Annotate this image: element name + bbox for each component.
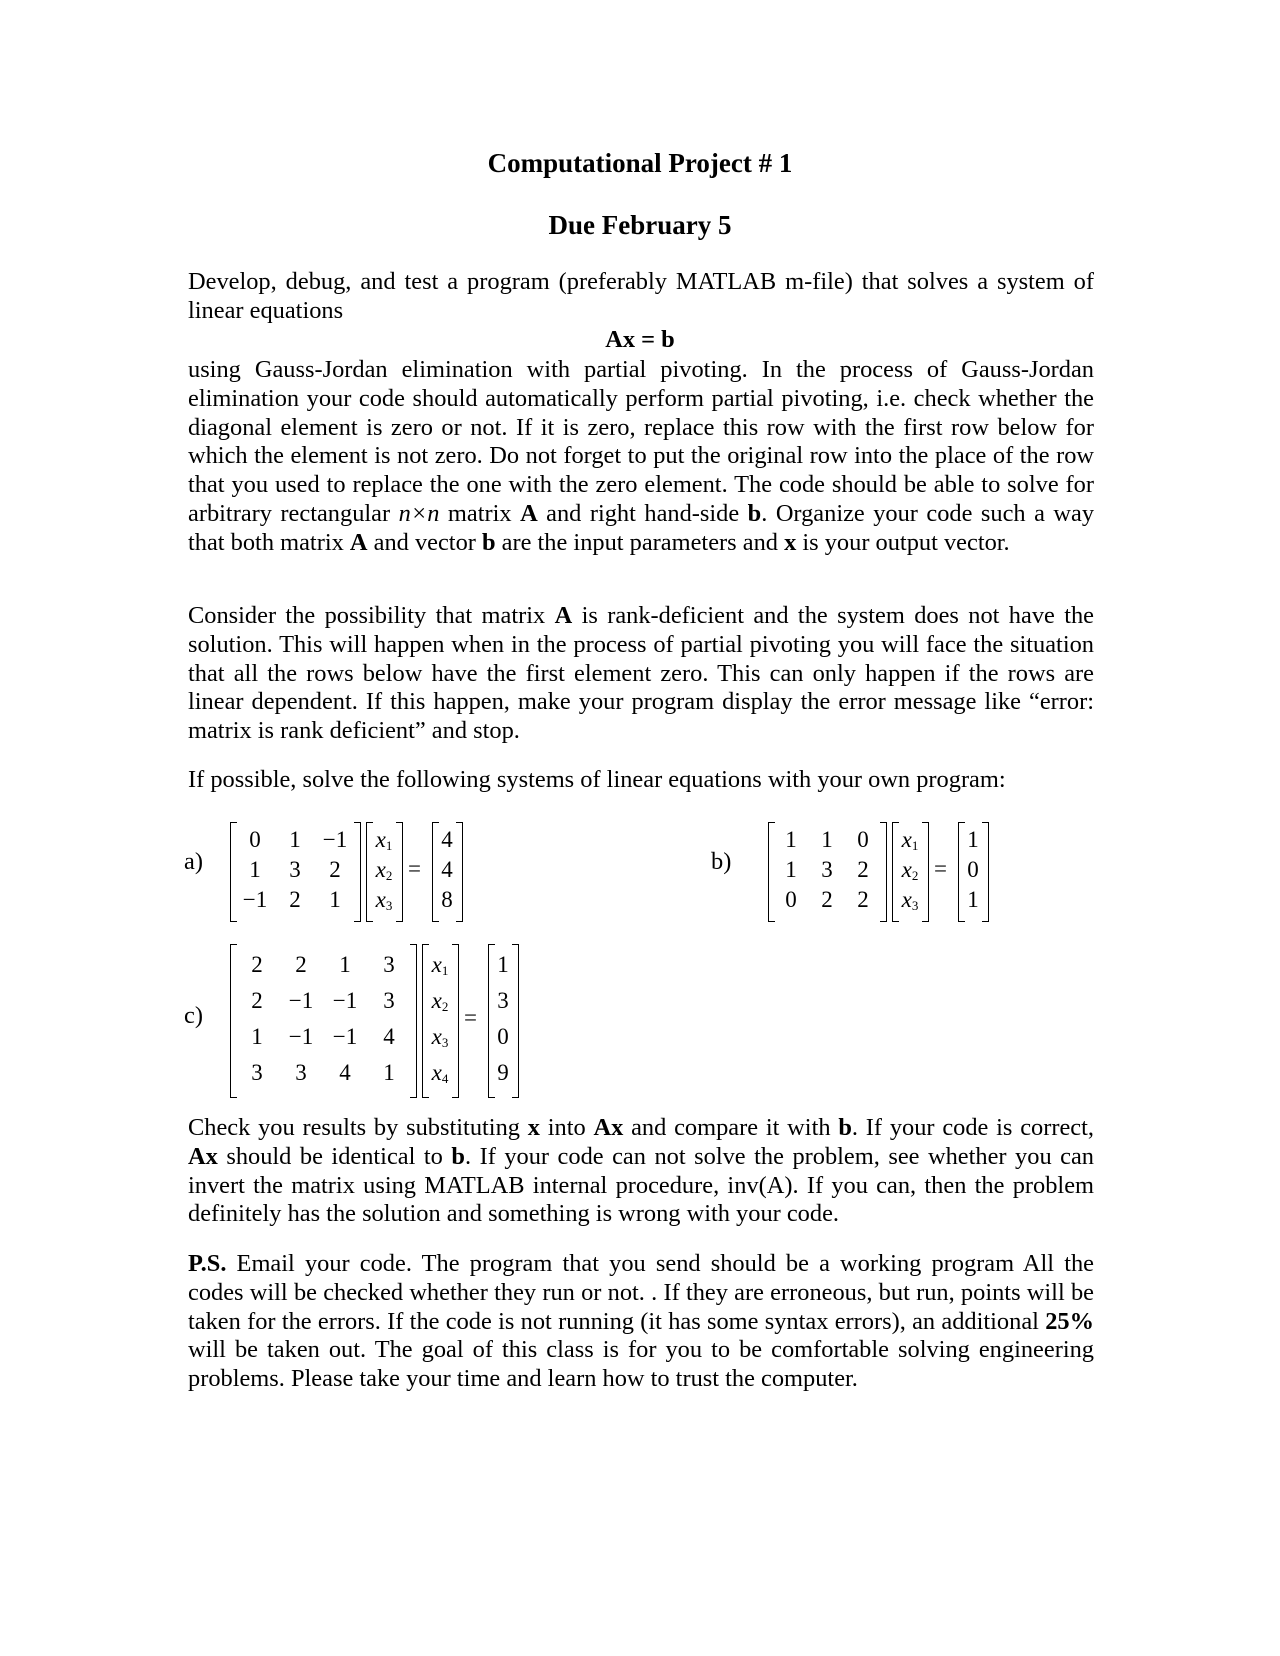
due-date: Due February 5: [548, 210, 732, 240]
intro-paragraph: [188, 268, 1094, 326]
matrix-b-cell: 2: [821, 887, 833, 912]
equals-sign-c: =: [464, 1005, 477, 1030]
matrix-a-cell: 3: [289, 857, 301, 882]
variable-subscript: 3: [911, 898, 919, 913]
matrix-a-cell: −1: [322, 827, 348, 852]
matrix-a-cell: 1: [329, 887, 341, 912]
rhs-value-a: 4: [441, 827, 453, 852]
matrix-c-cell: 3: [383, 988, 395, 1013]
system-a-label: a): [184, 848, 203, 875]
systems-intro: If possible, solve the following systems of linear equations with your own program:: [188, 766, 1006, 793]
matrix-c-cell: 1: [251, 1024, 263, 1049]
intro-text: Develop, debug, and test a program (preferably MATLAB m-file) that solves a system of linear equations: [188, 268, 1094, 324]
rhs-value-b: 1: [967, 887, 979, 912]
matrix-c-cell: 4: [383, 1024, 395, 1049]
main-equation: Ax = b: [605, 326, 675, 353]
matrix-b-cell: 2: [857, 857, 869, 882]
variable-subscript: 4: [441, 1071, 449, 1086]
rank-deficient-paragraph: Consider the possibility that matrix A is rank-deficient and the system does not have the solution. This will happen when in the process of partial pivoting you will face the situation that all the rows below have the first element zero. This can only happen if the rows are linear dependent. If this happen, make your program display the error message like “error: matrix is rank deficient” and stop.: [188, 602, 1094, 745]
variable-x-c: $x_3$: [431, 1024, 449, 1050]
matrix-b-cell: 1: [821, 827, 833, 852]
matrix-c-cell: 1: [339, 952, 351, 977]
matrix-c-left-bracket: [230, 944, 237, 1098]
equals-sign-b: =: [934, 856, 947, 881]
matrix-a-cell: 2: [289, 887, 301, 912]
variable-x-b: $x_2$: [901, 857, 919, 883]
document-title: Computational Project # 1: [487, 148, 793, 178]
system-c-label: c): [184, 1002, 203, 1029]
matrix-c-cell: 4: [339, 1060, 351, 1085]
matrix-c-cell: 3: [295, 1060, 307, 1085]
variable-subscript: 2: [911, 868, 919, 883]
rhs-value-b: 1: [967, 827, 979, 852]
rhs-value-c: 9: [497, 1060, 509, 1085]
matrix-c-cell: 2: [295, 952, 307, 977]
matrix-b-cell: 0: [785, 887, 797, 912]
system-b-label: b): [711, 848, 732, 875]
rhs-value-b: 0: [967, 857, 979, 882]
matrix-b-cell: 3: [821, 857, 833, 882]
ps-paragraph: P.S. Email your code. The program that you send should be a working program All the codes will be checked whether they run or not. . If they are erroneous, but run, points will be taken for the errors. If the code is not running (it has some syntax errors), an additional 25% will be taken out. The goal of this class is for you to be comfortable solving engineering problems. Please take your time and learn how to trust the computer.: [188, 1250, 1094, 1393]
matrix-c-cell: 3: [383, 952, 395, 977]
matrix-a-cell: 0: [249, 827, 261, 852]
variable-subscript: 3: [385, 898, 393, 913]
variable-x-b: $x_3$: [901, 887, 919, 913]
matrix-a-cell: 1: [249, 857, 261, 882]
matrix-a-right-bracket: [354, 822, 361, 922]
matrix-b-cell: 1: [785, 857, 797, 882]
variable-x-c: $x_1$: [431, 952, 449, 978]
variable-subscript: 1: [911, 838, 919, 853]
check-paragraph: Check you results by substituting x into Ax and compare it with b. If your code is correct, Ax should be identical to b. If your code can not solve the problem, see whether you can invert the matrix using MATLAB internal procedure, inv(A). If you can, then the problem definitely has the solution and something is wrong with your code.: [188, 1114, 1094, 1228]
variable-subscript: 2: [385, 868, 393, 883]
matrix-c-right-bracket: [410, 944, 417, 1098]
equals-sign-a: =: [408, 856, 421, 881]
variable-subscript: 2: [441, 999, 449, 1014]
variable-x-c: $x_4$: [431, 1060, 449, 1086]
variable-x-a: $x_3$: [375, 887, 393, 913]
matrix-b-cell: 1: [785, 827, 797, 852]
variable-subscript: 1: [441, 963, 449, 978]
variable-x-a: $x_1$: [375, 827, 393, 853]
rhs-value-c: 0: [497, 1024, 509, 1049]
rhs-value-c: 3: [497, 988, 509, 1013]
matrix-a-cell: −1: [242, 887, 268, 912]
matrix-c-cell: 2: [251, 952, 263, 977]
matrix-c-cell: 2: [251, 988, 263, 1013]
matrix-c-cell: −1: [288, 988, 314, 1013]
matrix-a-cell: 1: [289, 827, 301, 852]
matrix-b-cell: 2: [857, 887, 869, 912]
variable-subscript: 1: [385, 838, 393, 853]
matrix-c-cell: −1: [332, 988, 358, 1013]
variable-x-c: $x_2$: [431, 988, 449, 1014]
matrix-c-cell: 1: [383, 1060, 395, 1085]
variable-subscript: 3: [441, 1035, 449, 1050]
matrix-c-cell: 3: [251, 1060, 263, 1085]
variable-x-b: $x_1$: [901, 827, 919, 853]
matrix-a-cell: 2: [329, 857, 341, 882]
matrix-c-cell: −1: [332, 1024, 358, 1049]
rhs-value-c: 1: [497, 952, 509, 977]
variable-x-a: $x_2$: [375, 857, 393, 883]
rhs-value-a: 8: [441, 887, 453, 912]
matrix-c-cell: −1: [288, 1024, 314, 1049]
matrix-b-cell: 0: [857, 827, 869, 852]
rhs-value-a: 4: [441, 857, 453, 882]
method-paragraph: using Gauss-Jordan elimination with partial pivoting. In the process of Gauss-Jordan elimination your code should automatically perform partial pivoting, i.e. check whether the diagonal element is zero or not. If it is zero, replace this row with the first row below for which the element is not zero. Do not forget to put the original row into the place of the row that you used to replace the one with the zero element. The code should be able to solve for arbitrary rectangular n×n matrix A and right hand-side b. Organize your code such a way that both matrix A and vector b are the input parameters and x is your output vector.: [188, 356, 1095, 556]
